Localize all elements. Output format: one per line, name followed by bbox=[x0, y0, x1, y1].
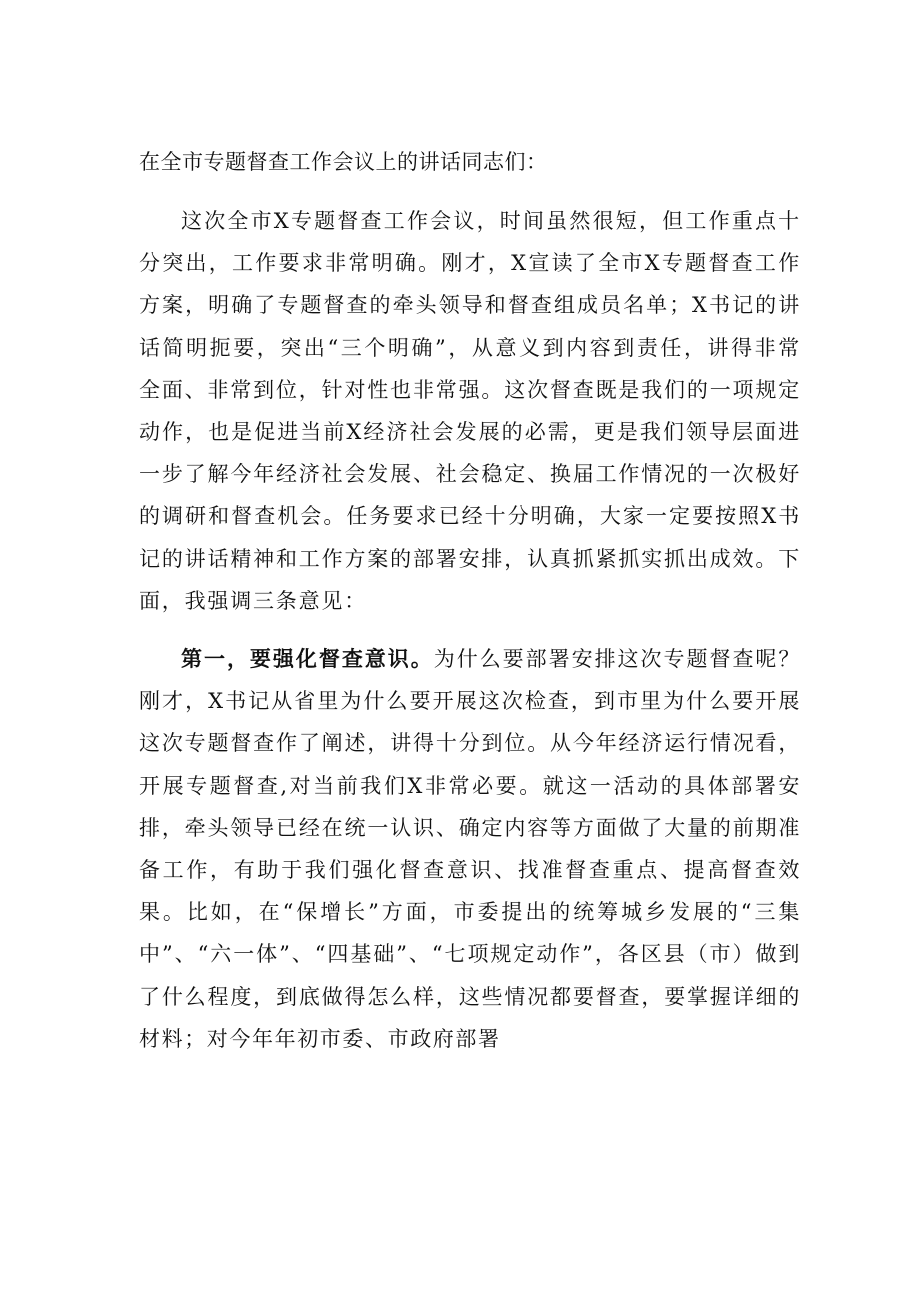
title-line bbox=[139, 142, 801, 182]
document-title: 在全市专题督查工作会议上的讲话 bbox=[139, 150, 462, 174]
salutation: 同志们： bbox=[461, 150, 548, 174]
paragraph-intro-text: 这次全市X专题督查工作会议，时间虽然很短，但工作重点十分突出，工作要求非常明确。刚才，X宣读了全市X专题督查工作方案，明确了专题督查的牵头领导和督查组成员名单；X书记的讲话简明扼要，突出“三个明确”，从意义到内容到责任，讲得非常全面、非常到位，针对性也非常强。这次督查既是我们的一项规定动作，也是促进当前X经济社会发展的必需，更是我们领导层面进一步了解今年经济社会发展、社会稳定、换届工作情况的一次极好的调研和督查机会。任务要求已经十分明确，大家一定要按照X书记的讲话精神和工作方案的部署安排，认真抓紧抓实抓出成效。下面，我强调三条意见： bbox=[139, 209, 801, 613]
document-body bbox=[139, 142, 801, 1060]
first-point-heading: 第一，要强化督查意识。 bbox=[181, 646, 434, 672]
paragraph-first-point-text: 为什么要部署安排这次专题督查呢？刚才，X书记从省里为什么要开展这次检查，到市里为什么要开展这次专题督查作了阐述，讲得十分到位。从今年经济运行情况看，开展专题督查,对当前我们X非常必要。就这一活动的具体部署安排，牵头领导已经在统一认识、确定内容等方面做了大量的前期准备工作，有助于我们强化督查意识、找准督查重点、提高督查效果。比如，在“保增长”方面，市委提出的统筹城乡发展的“三集中”、“六一体”、“四基础”、“七项规定动作”，各区县（市）做到了什么程度，到底做得怎么样，这些情况都要督查，要掌握详细的材料；对今年年初市委、市政府部署 bbox=[139, 647, 801, 1051]
paragraph-intro bbox=[139, 200, 801, 622]
paragraph-first-point bbox=[139, 638, 801, 1060]
